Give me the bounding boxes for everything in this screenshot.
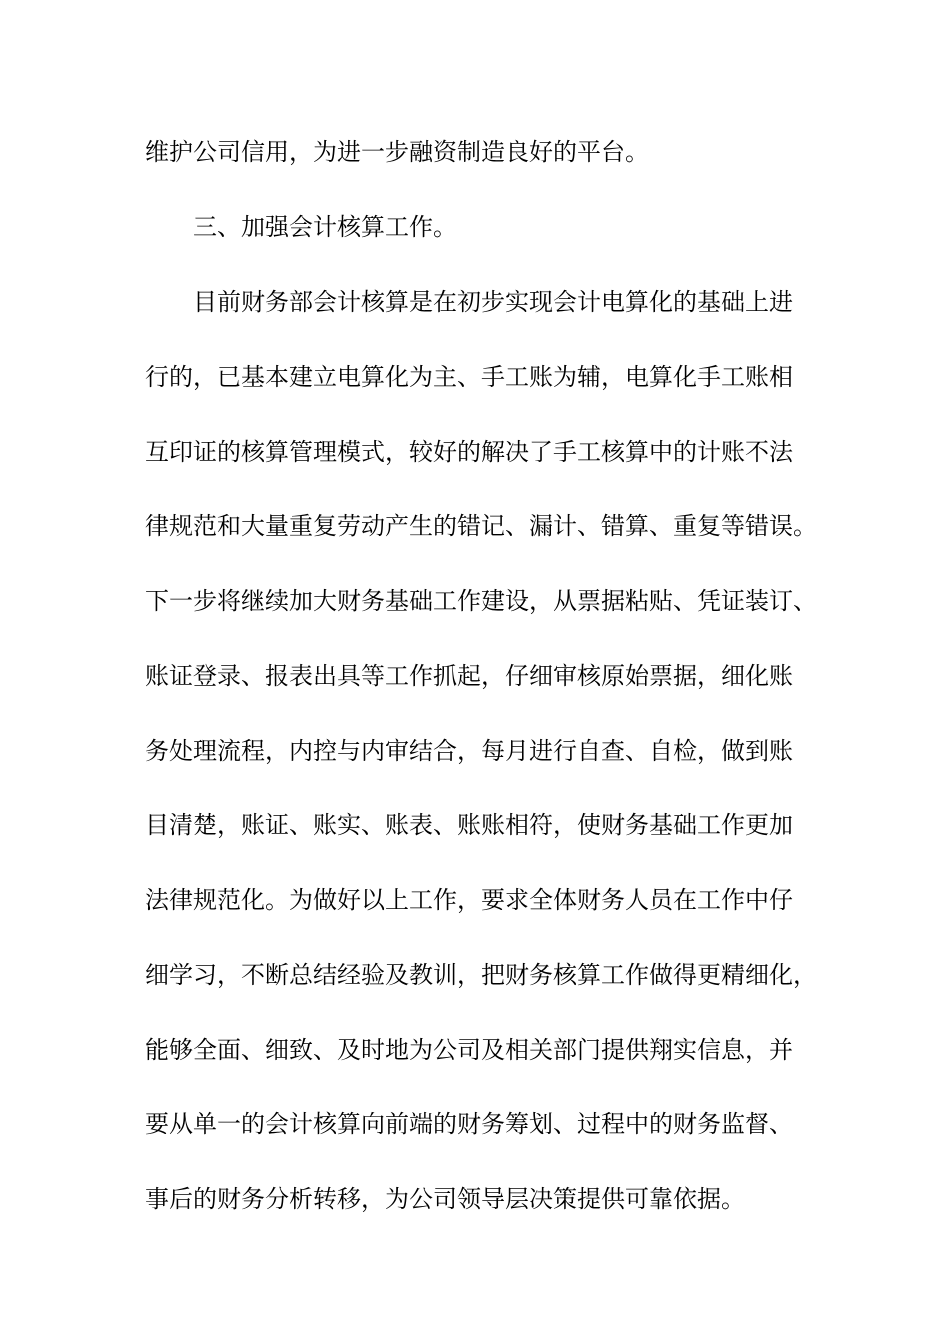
paragraph-line: 行的，已基本建立电算化为主、手工账为辅，电算化手工账相	[145, 363, 793, 391]
paragraph-line: 目前财务部会计核算是在初步实现会计电算化的基础上进	[193, 288, 793, 316]
paragraph-line: 细学习，不断总结经验及教训，把财务核算工作做得更精细化，	[145, 961, 817, 989]
paragraph-line: 事后的财务分析转移，为公司领导层决策提供可靠依据。	[145, 1185, 745, 1213]
paragraph-line: 能够全面、细致、及时地为公司及相关部门提供翔实信息，并	[145, 1036, 793, 1064]
paragraph-line: 务处理流程，内控与内审结合，每月进行自查、自检，做到账	[145, 737, 793, 765]
section-heading: 三、加强会计核算工作。	[193, 213, 457, 241]
paragraph-line: 账证登录、报表出具等工作抓起，仔细审核原始票据，细化账	[145, 662, 793, 690]
paragraph-line: 目清楚，账证、账实、账表、账账相符，使财务基础工作更加	[145, 811, 793, 839]
paragraph-line: 下一步将继续加大财务基础工作建设，从票据粘贴、凭证装订、	[145, 587, 817, 615]
paragraph-line: 互印证的核算管理模式，较好的解决了手工核算中的计账不法	[145, 438, 793, 466]
paragraph-line: 法律规范化。为做好以上工作，要求全体财务人员在工作中仔	[145, 886, 793, 914]
paragraph-line: 要从单一的会计核算向前端的财务筹划、过程中的财务监督、	[145, 1110, 793, 1138]
paragraph-line: 律规范和大量重复劳动产生的错记、漏计、错算、重复等错误。	[145, 512, 817, 540]
paragraph-line: 维护公司信用，为进一步融资制造良好的平台。	[145, 138, 649, 166]
